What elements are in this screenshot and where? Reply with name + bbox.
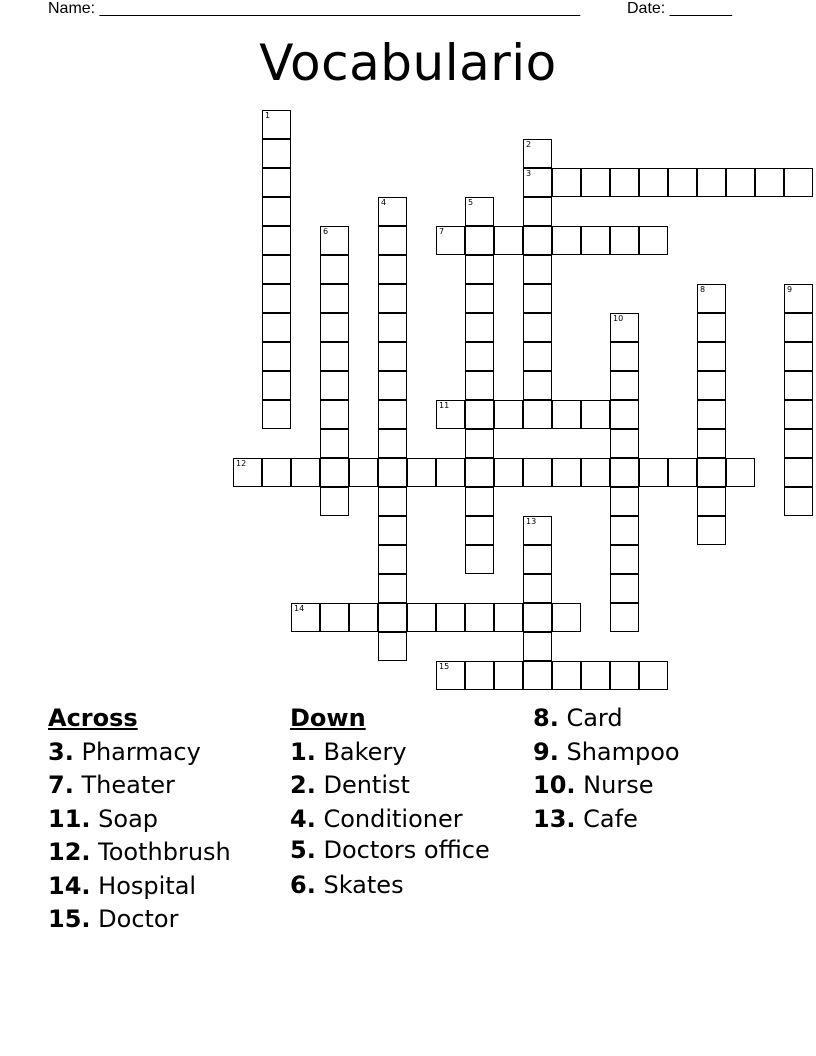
crossword-cell: [610, 603, 639, 632]
crossword-cell: [610, 545, 639, 574]
crossword-cell: [784, 313, 813, 342]
down-clue: 13. Cafe: [533, 804, 638, 833]
cell-number: 2: [526, 140, 532, 149]
crossword-cell: [494, 226, 523, 255]
crossword-cell: [523, 545, 552, 574]
crossword-cell-11: [436, 400, 465, 429]
crossword-cell-3: [523, 168, 552, 197]
crossword-cell: [639, 661, 668, 690]
crossword-cell: [378, 574, 407, 603]
crossword-cell: [407, 603, 436, 632]
crossword-cell: [262, 226, 291, 255]
crossword-cell: [378, 400, 407, 429]
crossword-cell: [378, 487, 407, 516]
across-clue: 3. Pharmacy: [48, 737, 201, 766]
page-title: Vocabulario: [259, 34, 557, 92]
crossword-cell: [697, 516, 726, 545]
crossword-cell: [320, 371, 349, 400]
crossword-cell: [262, 313, 291, 342]
crossword-cell: [784, 429, 813, 458]
crossword-cell: [436, 458, 465, 487]
cell-number: 1: [265, 111, 271, 120]
crossword-cell: [465, 226, 494, 255]
crossword-cell: [465, 545, 494, 574]
crossword-cell: [523, 226, 552, 255]
crossword-cell: [465, 661, 494, 690]
cell-number: 13: [526, 517, 537, 526]
crossword-cell: [784, 168, 813, 197]
crossword-cell: [378, 545, 407, 574]
crossword-cell: [378, 458, 407, 487]
crossword-cell: [262, 197, 291, 226]
crossword-cell: [262, 400, 291, 429]
crossword-cell: [378, 516, 407, 545]
crossword-cell: [436, 603, 465, 632]
crossword-cell: [610, 400, 639, 429]
crossword-cell: [610, 371, 639, 400]
crossword-cell: [378, 226, 407, 255]
down-clue: 2. Dentist: [290, 771, 410, 799]
crossword-cell: [465, 284, 494, 313]
down-clue: 10. Nurse: [533, 771, 654, 799]
crossword-cell: [320, 342, 349, 371]
crossword-cell: [697, 313, 726, 342]
crossword-cell-4: [378, 197, 407, 226]
crossword-cell: [465, 342, 494, 371]
across-heading: Across: [48, 704, 138, 732]
crossword-cell: [523, 371, 552, 400]
down-clue: 9. Shampoo: [533, 737, 680, 766]
crossword-cell: [697, 342, 726, 371]
crossword-cell: [726, 458, 755, 487]
crossword-cell: [523, 342, 552, 371]
cell-number: 12: [236, 459, 247, 468]
crossword-cell-6: [320, 226, 349, 255]
crossword-cell: [610, 487, 639, 516]
cell-number: 14: [294, 604, 305, 613]
crossword-cell-1: [262, 110, 291, 139]
crossword-cell: [668, 168, 697, 197]
crossword-cell: [262, 255, 291, 284]
cell-number: 11: [439, 401, 450, 410]
crossword-cell: [523, 284, 552, 313]
down-clue: 4. Conditioner: [290, 804, 463, 833]
down-clue: 5. Doctors office: [290, 836, 490, 864]
crossword-cell: [610, 661, 639, 690]
crossword-cell: [697, 168, 726, 197]
crossword-cell: [726, 168, 755, 197]
crossword-cell: [349, 603, 378, 632]
crossword-cell-13: [523, 516, 552, 545]
crossword-cell-7: [436, 226, 465, 255]
down-clue: 8. Card: [533, 704, 623, 732]
crossword-cell: [465, 458, 494, 487]
crossword-cell: [262, 371, 291, 400]
crossword-cell: [581, 400, 610, 429]
across-clue: 14. Hospital: [48, 871, 197, 900]
crossword-cell: [320, 255, 349, 284]
crossword-cell: [378, 429, 407, 458]
crossword-cell: [378, 342, 407, 371]
crossword-cell: [320, 458, 349, 487]
crossword-cell: [523, 661, 552, 690]
crossword-cell-9: [784, 284, 813, 313]
cell-number: 8: [700, 285, 706, 294]
crossword-cell: [523, 400, 552, 429]
crossword-cell: [581, 458, 610, 487]
crossword-cell: [581, 168, 610, 197]
cell-number: 15: [439, 662, 450, 671]
crossword-cell: [610, 429, 639, 458]
crossword-cell: [581, 226, 610, 255]
crossword-cell: [755, 168, 784, 197]
down-clues-continued: [533, 702, 773, 836]
across-clue: 11. Soap: [48, 804, 159, 833]
cell-number: 4: [381, 198, 387, 207]
crossword-cell-5: [465, 197, 494, 226]
crossword-cell: [697, 487, 726, 516]
crossword-cell: [320, 429, 349, 458]
crossword-cell: [697, 458, 726, 487]
crossword-cell: [668, 458, 697, 487]
crossword-cell: [465, 255, 494, 284]
crossword-cell: [465, 371, 494, 400]
down-clue: 6. Skates: [290, 871, 404, 899]
crossword-cell: [552, 400, 581, 429]
crossword-cell: [465, 400, 494, 429]
date-field: Date: _______: [627, 0, 732, 17]
crossword-cell: [784, 458, 813, 487]
down-clues: [290, 702, 525, 903]
crossword-cell: [784, 487, 813, 516]
down-heading: Down: [290, 704, 366, 732]
crossword-cell: [610, 342, 639, 371]
crossword-cell: [523, 603, 552, 632]
across-clue: 12. Toothbrush: [48, 838, 231, 866]
crossword-cell: [465, 429, 494, 458]
crossword-cell: [262, 342, 291, 371]
crossword-cell: [552, 458, 581, 487]
crossword-cell: [378, 603, 407, 632]
crossword-cell: [523, 574, 552, 603]
crossword-cell-12: [233, 458, 262, 487]
across-clue: 15. Doctor: [48, 905, 179, 933]
crossword-cell: [639, 226, 668, 255]
crossword-cell: [784, 342, 813, 371]
crossword-cell: [610, 458, 639, 487]
crossword-cell: [320, 603, 349, 632]
name-field: Name: ______________________________________________________: [48, 0, 581, 17]
cell-number: 6: [323, 227, 329, 236]
across-clue: 7. Theater: [48, 771, 175, 799]
crossword-cell: [320, 400, 349, 429]
crossword-cell: [610, 226, 639, 255]
crossword-cell: [552, 168, 581, 197]
crossword-cell: [697, 429, 726, 458]
crossword-cell: [465, 313, 494, 342]
crossword-cell: [523, 197, 552, 226]
crossword-cell: [639, 168, 668, 197]
crossword-cell-2: [523, 139, 552, 168]
crossword-cell: [581, 661, 610, 690]
crossword-cell: [523, 313, 552, 342]
crossword-cell-8: [697, 284, 726, 313]
crossword-cell: [610, 574, 639, 603]
crossword-cell: [494, 603, 523, 632]
cell-number: 10: [613, 314, 624, 323]
crossword-cell: [697, 371, 726, 400]
crossword-cell: [552, 661, 581, 690]
crossword-cell: [407, 458, 436, 487]
crossword-cell: [494, 661, 523, 690]
crossword-cell: [378, 371, 407, 400]
crossword-cell: [639, 458, 668, 487]
crossword-cell: [784, 400, 813, 429]
crossword-cell: [378, 632, 407, 661]
crossword-cell: [610, 516, 639, 545]
crossword-cell: [552, 226, 581, 255]
down-clue: 1. Bakery: [290, 737, 407, 766]
crossword-cell: [320, 284, 349, 313]
crossword-cell: [262, 458, 291, 487]
crossword-cell: [523, 632, 552, 661]
crossword-cell: [697, 400, 726, 429]
crossword-cell: [552, 603, 581, 632]
crossword-cell: [523, 458, 552, 487]
crossword-cell: [378, 284, 407, 313]
crossword-cell: [378, 255, 407, 284]
crossword-cell: [610, 168, 639, 197]
cell-number: 9: [787, 285, 793, 294]
crossword-cell-10: [610, 313, 639, 342]
cell-number: 3: [526, 169, 532, 178]
crossword-cell: [262, 139, 291, 168]
crossword-cell: [262, 168, 291, 197]
across-clues: [48, 702, 283, 937]
crossword-cell: [523, 255, 552, 284]
crossword-cell: [291, 458, 320, 487]
crossword-cell-14: [291, 603, 320, 632]
crossword-cell: [494, 400, 523, 429]
crossword-cell: [465, 487, 494, 516]
crossword-cell: [378, 313, 407, 342]
crossword-cell: [320, 313, 349, 342]
crossword-cell: [465, 603, 494, 632]
crossword-cell: [320, 487, 349, 516]
cell-number: 5: [468, 198, 474, 207]
crossword-cell: [262, 284, 291, 313]
crossword-cell: [494, 458, 523, 487]
crossword-cell: [349, 458, 378, 487]
crossword-cell: [465, 516, 494, 545]
crossword-cell-15: [436, 661, 465, 690]
cell-number: 7: [439, 227, 445, 236]
crossword-cell: [784, 371, 813, 400]
